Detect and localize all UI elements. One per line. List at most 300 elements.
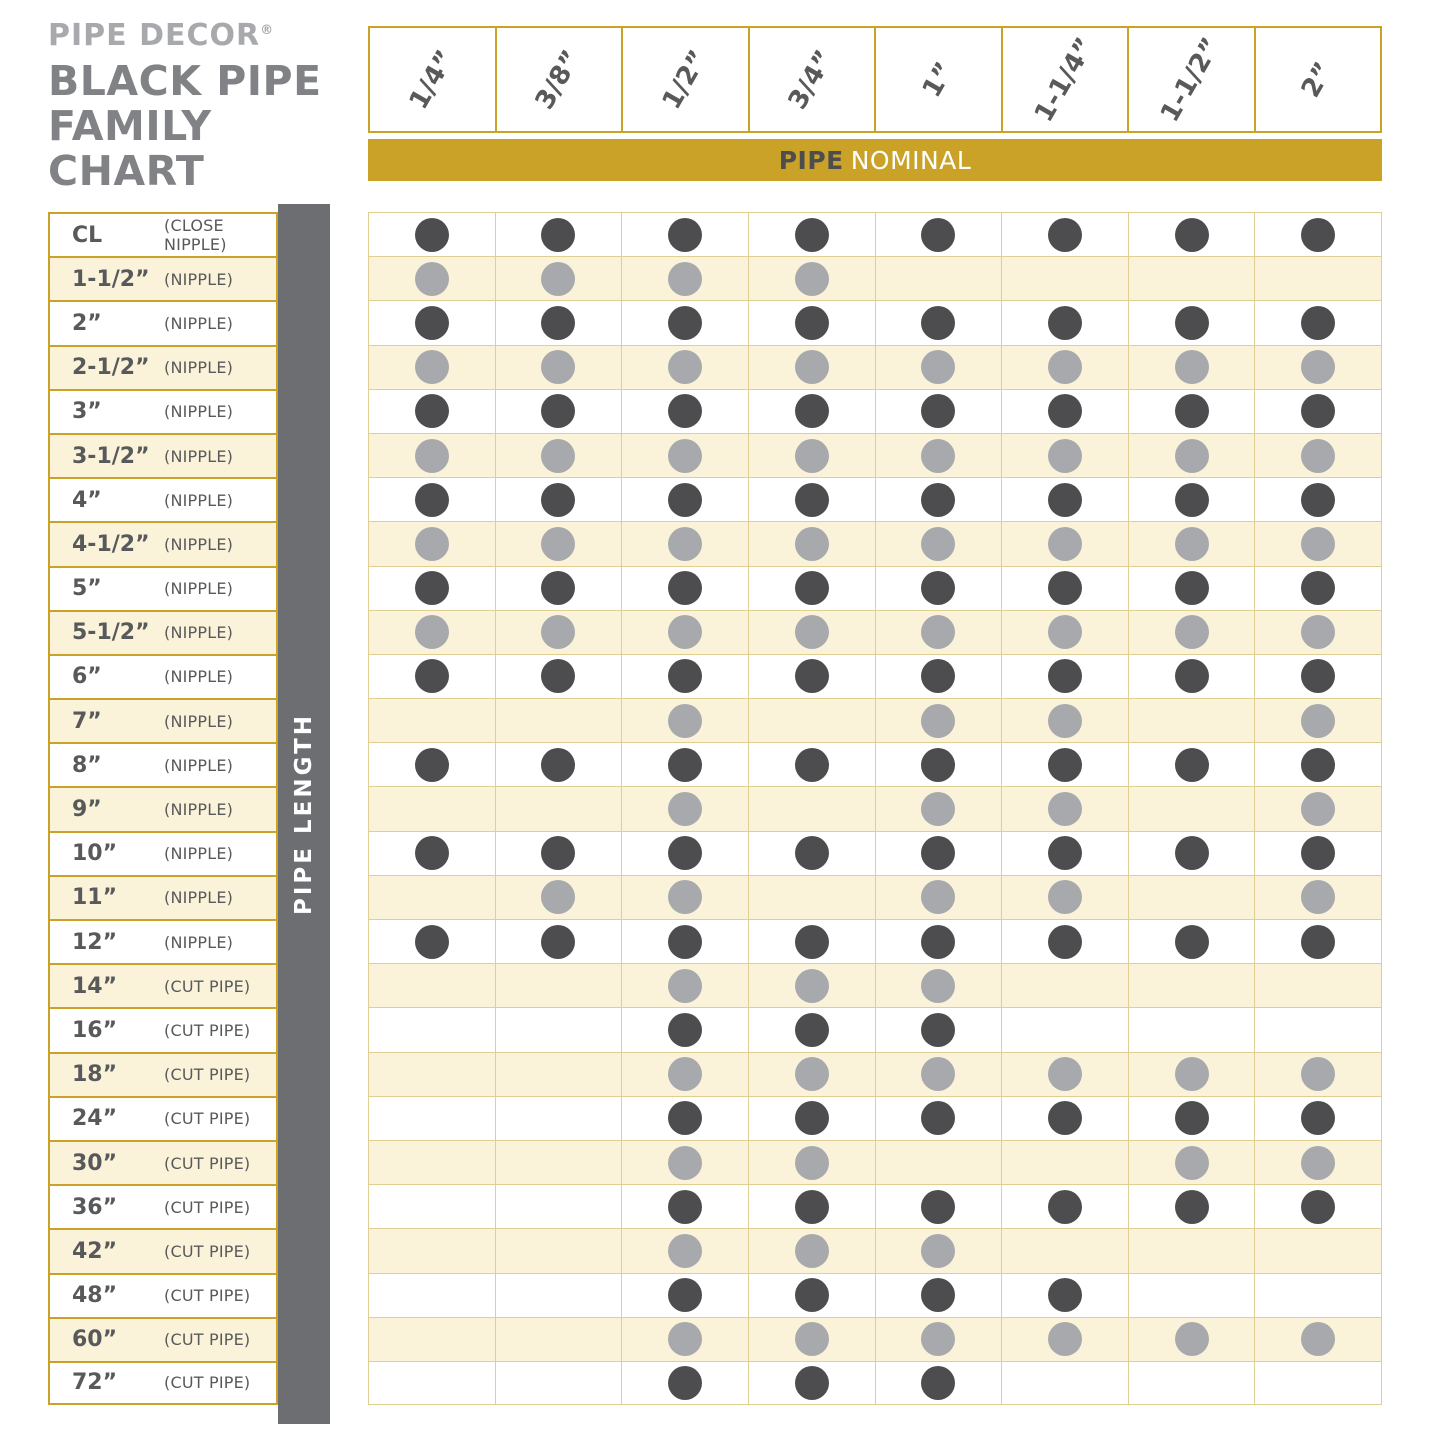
- row-label: [48, 300, 278, 344]
- row-size-label: 8”: [72, 752, 102, 778]
- empty-cell-marker: [1048, 1366, 1082, 1400]
- availability-dot: [1175, 748, 1209, 782]
- row-size-label: 60”: [72, 1327, 118, 1353]
- row-spacer: [278, 610, 368, 654]
- row-size-label: 14”: [72, 973, 118, 999]
- table-cell: [1255, 699, 1381, 742]
- empty-cell-marker: [1175, 880, 1209, 914]
- empty-cell-marker: [921, 262, 955, 296]
- availability-dot: [1175, 571, 1209, 605]
- availability-dot: [795, 571, 829, 605]
- availability-dot: [1175, 1101, 1209, 1135]
- availability-dot: [1048, 792, 1082, 826]
- availability-dot: [668, 218, 702, 252]
- availability-dot: [1175, 439, 1209, 473]
- table-cell: [1129, 478, 1256, 521]
- table-cell: [369, 832, 496, 875]
- empty-cell-marker: [1175, 1366, 1209, 1400]
- table-cell: [1002, 434, 1129, 477]
- table-row: [48, 477, 1382, 521]
- table-cell: [496, 213, 623, 256]
- empty-cell-marker: [541, 1234, 575, 1268]
- table-cell: [496, 832, 623, 875]
- empty-cell-marker: [415, 880, 449, 914]
- table-cell: [622, 213, 749, 256]
- availability-dot: [795, 969, 829, 1003]
- table-cell: [749, 567, 876, 610]
- empty-cell-marker: [1301, 1278, 1335, 1312]
- table-cell: [1129, 655, 1256, 698]
- row-label: [48, 433, 278, 477]
- availability-dot: [1048, 439, 1082, 473]
- row-type-label: (NIPPLE): [164, 446, 234, 466]
- table-cell: [369, 655, 496, 698]
- table-cell: [622, 920, 749, 963]
- availability-dot: [795, 1146, 829, 1180]
- table-cell: [876, 346, 1003, 389]
- table-cell: [1255, 213, 1381, 256]
- availability-dot: [1301, 218, 1335, 252]
- availability-dot: [1301, 483, 1335, 517]
- availability-dot: [1048, 218, 1082, 252]
- table-row: [48, 875, 1382, 919]
- row-cells: [368, 389, 1382, 433]
- table-cell: [369, 1097, 496, 1140]
- table-cell: [749, 964, 876, 1007]
- row-label: [48, 521, 278, 565]
- row-cells: [368, 919, 1382, 963]
- row-cells: [368, 610, 1382, 654]
- table-cell: [1002, 1097, 1129, 1140]
- availability-dot: [921, 439, 955, 473]
- availability-dot: [1301, 880, 1335, 914]
- table-cell: [1255, 1053, 1381, 1096]
- column-header-label: 1/4”: [403, 44, 461, 115]
- availability-dot: [795, 1322, 829, 1356]
- row-label: [48, 698, 278, 742]
- title-block: [48, 18, 358, 194]
- table-cell: [1002, 567, 1129, 610]
- table-row: [48, 1052, 1382, 1096]
- table-cell: [496, 1097, 623, 1140]
- empty-cell-marker: [415, 1234, 449, 1268]
- table-cell: [369, 1229, 496, 1272]
- availability-dot: [1175, 394, 1209, 428]
- empty-cell-marker: [541, 969, 575, 1003]
- availability-dot: [1175, 1322, 1209, 1356]
- table-cell: [749, 920, 876, 963]
- table-cell: [1002, 1008, 1129, 1051]
- table-cell: [1002, 920, 1129, 963]
- table-row: [48, 1007, 1382, 1051]
- table-cell: [749, 1362, 876, 1404]
- availability-dot: [1175, 306, 1209, 340]
- availability-dot: [1175, 1057, 1209, 1091]
- empty-cell-marker: [1301, 262, 1335, 296]
- empty-cell-marker: [1175, 792, 1209, 826]
- row-type-label: (NIPPLE): [164, 358, 234, 378]
- table-cell: [622, 301, 749, 344]
- table-cell: [1002, 655, 1129, 698]
- table-cell: [876, 920, 1003, 963]
- availability-dot: [1048, 527, 1082, 561]
- table-cell: [749, 301, 876, 344]
- availability-dot: [668, 1146, 702, 1180]
- row-spacer: [278, 389, 368, 433]
- row-type-label: (NIPPLE): [164, 667, 234, 687]
- table-cell: [876, 832, 1003, 875]
- empty-cell-marker: [415, 1322, 449, 1356]
- table-cell: [1255, 478, 1381, 521]
- table-cell: [1002, 699, 1129, 742]
- availability-dot: [415, 218, 449, 252]
- availability-dot: [921, 1234, 955, 1268]
- table-cell: [1002, 522, 1129, 565]
- table-cell: [369, 876, 496, 919]
- availability-dot: [668, 350, 702, 384]
- availability-dot: [1048, 350, 1082, 384]
- availability-dot: [1175, 925, 1209, 959]
- availability-dot: [795, 350, 829, 384]
- table-cell: [622, 1318, 749, 1361]
- table-cell: [1002, 832, 1129, 875]
- column-header-label: 1-1/2”: [1155, 32, 1228, 127]
- table-cell: [876, 567, 1003, 610]
- table-cell: [749, 1053, 876, 1096]
- row-spacer: [278, 963, 368, 1007]
- empty-cell-marker: [415, 969, 449, 1003]
- availability-dot: [921, 836, 955, 870]
- column-header-label: 3/8”: [530, 44, 588, 115]
- row-type-label: (CUT PIPE): [164, 976, 251, 996]
- row-type-label: (CUT PIPE): [164, 1109, 251, 1129]
- column-header: [497, 28, 624, 131]
- availability-dot: [1301, 1101, 1335, 1135]
- column-header: [1003, 28, 1130, 131]
- row-cells: [368, 1361, 1382, 1405]
- table-row: [48, 433, 1382, 477]
- table-cell: [622, 1141, 749, 1184]
- availability-dot: [1301, 925, 1335, 959]
- table-cell: [749, 257, 876, 300]
- table-cell: [622, 1185, 749, 1228]
- table-cell: [622, 699, 749, 742]
- column-header: [370, 28, 497, 131]
- row-spacer: [278, 1317, 368, 1361]
- empty-cell-marker: [1301, 1366, 1335, 1400]
- row-label: [48, 919, 278, 963]
- table-cell: [749, 1318, 876, 1361]
- column-header-label: 2”: [1295, 56, 1340, 103]
- row-size-label: 6”: [72, 664, 102, 690]
- table-cell: [1129, 1097, 1256, 1140]
- availability-dot: [1301, 1322, 1335, 1356]
- table-cell: [622, 478, 749, 521]
- availability-dot: [1048, 659, 1082, 693]
- row-label: [48, 212, 278, 256]
- table-cell: [369, 1141, 496, 1184]
- table-row: [48, 389, 1382, 433]
- availability-dot: [795, 1013, 829, 1047]
- table-row: [48, 1361, 1382, 1405]
- table-cell: [1255, 1229, 1381, 1272]
- table-cell: [1129, 743, 1256, 786]
- table-cell: [622, 567, 749, 610]
- availability-dot: [921, 218, 955, 252]
- table-cell: [1129, 964, 1256, 1007]
- availability-dot: [541, 218, 575, 252]
- row-cells: [368, 1007, 1382, 1051]
- column-header: [876, 28, 1003, 131]
- availability-dot: [668, 483, 702, 517]
- row-size-label: 4”: [72, 487, 102, 513]
- row-label: [48, 786, 278, 830]
- page-title-line1: BLACK PIPE: [48, 57, 322, 105]
- row-spacer: [278, 1273, 368, 1317]
- table-row: [48, 1096, 1382, 1140]
- table-row: [48, 610, 1382, 654]
- availability-dot: [921, 1013, 955, 1047]
- table-cell: [1129, 1229, 1256, 1272]
- row-size-label: 7”: [72, 708, 102, 734]
- table-cell: [1129, 920, 1256, 963]
- table-cell: [749, 699, 876, 742]
- table-cell: [369, 1008, 496, 1051]
- availability-dot: [795, 615, 829, 649]
- table-cell: [369, 611, 496, 654]
- table-cell: [369, 699, 496, 742]
- table-cell: [1129, 1141, 1256, 1184]
- availability-dot: [1048, 571, 1082, 605]
- row-label: [48, 610, 278, 654]
- row-cells: [368, 1184, 1382, 1228]
- row-label: [48, 875, 278, 919]
- row-type-label: (NIPPLE): [164, 579, 234, 599]
- availability-dot: [1048, 836, 1082, 870]
- empty-cell-marker: [541, 1013, 575, 1047]
- table-cell: [876, 478, 1003, 521]
- table-cell: [369, 920, 496, 963]
- empty-cell-marker: [541, 1322, 575, 1356]
- table-row: [48, 1273, 1382, 1317]
- availability-dot: [668, 836, 702, 870]
- empty-cell-marker: [921, 1146, 955, 1180]
- table-cell: [496, 434, 623, 477]
- empty-cell-marker: [1175, 262, 1209, 296]
- row-spacer: [278, 1228, 368, 1272]
- pipe-nominal-bold: PIPE: [778, 145, 844, 175]
- row-type-label: (NIPPLE): [164, 932, 234, 952]
- column-headers: [368, 26, 1382, 133]
- row-label: [48, 1273, 278, 1317]
- table-cell: [876, 213, 1003, 256]
- row-type-label: (CUT PIPE): [164, 1330, 251, 1350]
- column-header: [1129, 28, 1256, 131]
- availability-dot: [1175, 615, 1209, 649]
- table-cell: [749, 434, 876, 477]
- table-cell: [496, 1274, 623, 1317]
- table-cell: [876, 699, 1003, 742]
- availability-dot: [668, 527, 702, 561]
- empty-cell-marker: [1175, 704, 1209, 738]
- row-cells: [368, 875, 1382, 919]
- availability-dot: [1301, 615, 1335, 649]
- row-size-label: CL: [72, 222, 103, 248]
- availability-dot: [795, 218, 829, 252]
- row-type-label: (NIPPLE): [164, 755, 234, 775]
- availability-dot: [1301, 836, 1335, 870]
- row-size-label: 11”: [72, 885, 118, 911]
- table-cell: [876, 390, 1003, 433]
- table-cell: [369, 434, 496, 477]
- table-cell: [622, 743, 749, 786]
- empty-cell-marker: [1301, 969, 1335, 1003]
- table-cell: [876, 1362, 1003, 1404]
- availability-dot: [1175, 1190, 1209, 1224]
- table-cell: [369, 743, 496, 786]
- row-size-label: 2”: [72, 310, 102, 336]
- availability-dot: [1048, 1057, 1082, 1091]
- table-row: [48, 1184, 1382, 1228]
- table-cell: [496, 611, 623, 654]
- table-cell: [1002, 1229, 1129, 1272]
- empty-cell-marker: [415, 1146, 449, 1180]
- availability-dot: [921, 969, 955, 1003]
- table-cell: [876, 1185, 1003, 1228]
- availability-dot: [668, 1322, 702, 1356]
- row-type-label: (CUT PIPE): [164, 1373, 251, 1393]
- empty-cell-marker: [541, 1278, 575, 1312]
- table-cell: [1255, 1274, 1381, 1317]
- table-cell: [1255, 1318, 1381, 1361]
- table-cell: [1002, 1185, 1129, 1228]
- table-cell: [622, 832, 749, 875]
- availability-dot: [795, 748, 829, 782]
- availability-dot: [1048, 1322, 1082, 1356]
- availability-dot: [668, 748, 702, 782]
- availability-dot: [921, 571, 955, 605]
- availability-dot: [415, 394, 449, 428]
- table-cell: [1002, 346, 1129, 389]
- empty-cell-marker: [415, 1366, 449, 1400]
- empty-cell-marker: [415, 792, 449, 826]
- row-cells: [368, 1317, 1382, 1361]
- empty-cell-marker: [1048, 1013, 1082, 1047]
- table-cell: [496, 567, 623, 610]
- table-cell: [496, 257, 623, 300]
- availability-dot: [668, 1366, 702, 1400]
- availability-dot: [668, 262, 702, 296]
- table-cell: [749, 611, 876, 654]
- empty-cell-marker: [1175, 1013, 1209, 1047]
- table-row: [48, 831, 1382, 875]
- row-type-label: (CLOSE NIPPLE): [164, 216, 227, 255]
- table-cell: [1002, 787, 1129, 830]
- table-cell: [749, 390, 876, 433]
- availability-dot: [415, 571, 449, 605]
- table-cell: [369, 478, 496, 521]
- table-cell: [622, 257, 749, 300]
- availability-dot: [795, 1366, 829, 1400]
- row-type-label: (NIPPLE): [164, 888, 234, 908]
- row-cells: [368, 433, 1382, 477]
- table-cell: [749, 1141, 876, 1184]
- empty-cell-marker: [541, 1101, 575, 1135]
- table-cell: [369, 213, 496, 256]
- empty-cell-marker: [1175, 969, 1209, 1003]
- table-cell: [1129, 346, 1256, 389]
- row-cells: [368, 963, 1382, 1007]
- table-cell: [876, 1318, 1003, 1361]
- table-row: [48, 345, 1382, 389]
- row-spacer: [278, 521, 368, 565]
- availability-dot: [541, 836, 575, 870]
- availability-dot: [541, 748, 575, 782]
- row-size-label: 10”: [72, 841, 118, 867]
- table-cell: [496, 787, 623, 830]
- table-cell: [496, 743, 623, 786]
- table-cell: [1255, 1362, 1381, 1404]
- empty-cell-marker: [415, 1278, 449, 1312]
- availability-dot: [1301, 394, 1335, 428]
- row-label: [48, 963, 278, 1007]
- table-cell: [622, 964, 749, 1007]
- table-cell: [1129, 1318, 1256, 1361]
- table-cell: [496, 1185, 623, 1228]
- table-cell: [876, 1274, 1003, 1317]
- table-cell: [369, 1362, 496, 1404]
- table-cell: [1255, 346, 1381, 389]
- table-cell: [1255, 743, 1381, 786]
- row-label: [48, 566, 278, 610]
- availability-dot: [1048, 880, 1082, 914]
- row-spacer: [278, 1096, 368, 1140]
- availability-dot: [668, 792, 702, 826]
- availability-dot: [541, 350, 575, 384]
- row-type-label: (NIPPLE): [164, 313, 234, 333]
- empty-cell-marker: [541, 1146, 575, 1180]
- row-spacer: [278, 742, 368, 786]
- availability-dot: [541, 394, 575, 428]
- availability-dot: [921, 704, 955, 738]
- row-type-label: (CUT PIPE): [164, 1286, 251, 1306]
- table-cell: [1129, 832, 1256, 875]
- table-cell: [1255, 434, 1381, 477]
- availability-dot: [668, 969, 702, 1003]
- table-cell: [622, 787, 749, 830]
- availability-dot: [541, 880, 575, 914]
- empty-cell-marker: [541, 1190, 575, 1224]
- empty-cell-marker: [795, 880, 829, 914]
- availability-dot: [668, 925, 702, 959]
- row-cells: [368, 786, 1382, 830]
- row-type-label: (CUT PIPE): [164, 1197, 251, 1217]
- table-cell: [876, 964, 1003, 1007]
- availability-dot: [415, 262, 449, 296]
- availability-dot: [921, 483, 955, 517]
- table-cell: [876, 743, 1003, 786]
- table-cell: [876, 1008, 1003, 1051]
- table-cell: [369, 257, 496, 300]
- availability-dot: [1048, 704, 1082, 738]
- row-size-label: 2-1/2”: [72, 355, 150, 381]
- table-cell: [496, 876, 623, 919]
- availability-dot: [541, 483, 575, 517]
- column-header-label: 1”: [916, 56, 961, 103]
- table-cell: [1002, 1274, 1129, 1317]
- empty-cell-marker: [415, 1057, 449, 1091]
- availability-dot: [668, 571, 702, 605]
